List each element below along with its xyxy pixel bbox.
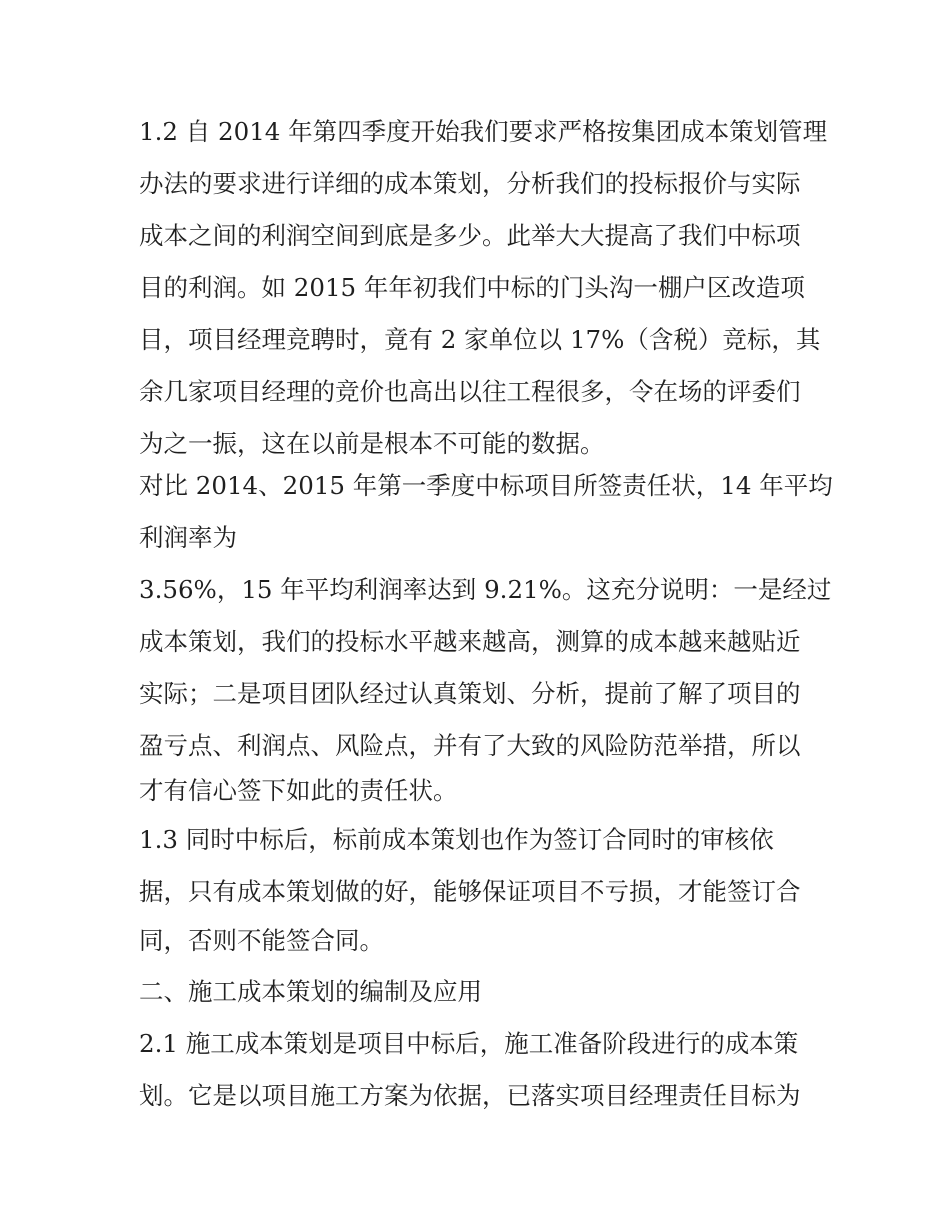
text-line: 利润率为 [139,523,237,552]
text-line: 为之一振，这在以前是根本不可能的数据。 [139,429,605,458]
text-line: 划。它是以项目施工方案为依据，已落实项目经理责任目标为 [139,1081,801,1110]
text-line: 2.1 施工成本策划是项目中标后，施工准备阶段进行的成本策 [139,1029,799,1058]
text-line: 盈亏点、利润点、风险点，并有了大致的风险防范举措，所以 [139,731,801,760]
text-line: 目，项目经理竞聘时，竟有 2 家单位以 17%（含税）竞标，其 [139,325,821,354]
text-line: 实际；二是项目团队经过认真策划、分析，提前了解了项目的 [139,679,801,708]
section-heading: 二、施工成本策划的编制及应用 [139,977,482,1006]
text-line: 办法的要求进行详细的成本策划，分析我们的投标报价与实际 [139,169,801,198]
text-line: 1.2 自 2014 年第四季度开始我们要求严格按集团成本策划管理 [139,117,828,146]
text-line: 据，只有成本策划做的好，能够保证项目不亏损，才能签订合 [139,877,801,906]
text-line: 3.56%，15 年平均利润率达到 9.21%。这充分说明：一是经过 [139,575,832,604]
text-line: 才有信心签下如此的责任状。 [139,776,458,805]
text-line: 对比 2014、2015 年第一季度中标项目所签责任状，14 年平均 [139,471,833,500]
text-line: 1.3 同时中标后，标前成本策划也作为签订合同时的审核依 [139,825,774,854]
text-line: 同，否则不能签合同。 [139,926,384,955]
text-line: 成本策划，我们的投标水平越来越高，测算的成本越来越贴近 [139,627,801,656]
text-line: 目的利润。如 2015 年年初我们中标的门头沟一棚户区改造项 [139,273,805,302]
text-line: 成本之间的利润空间到底是多少。此举大大提高了我们中标项 [139,221,801,250]
text-line: 余几家项目经理的竞价也高出以往工程很多，令在场的评委们 [139,377,801,406]
